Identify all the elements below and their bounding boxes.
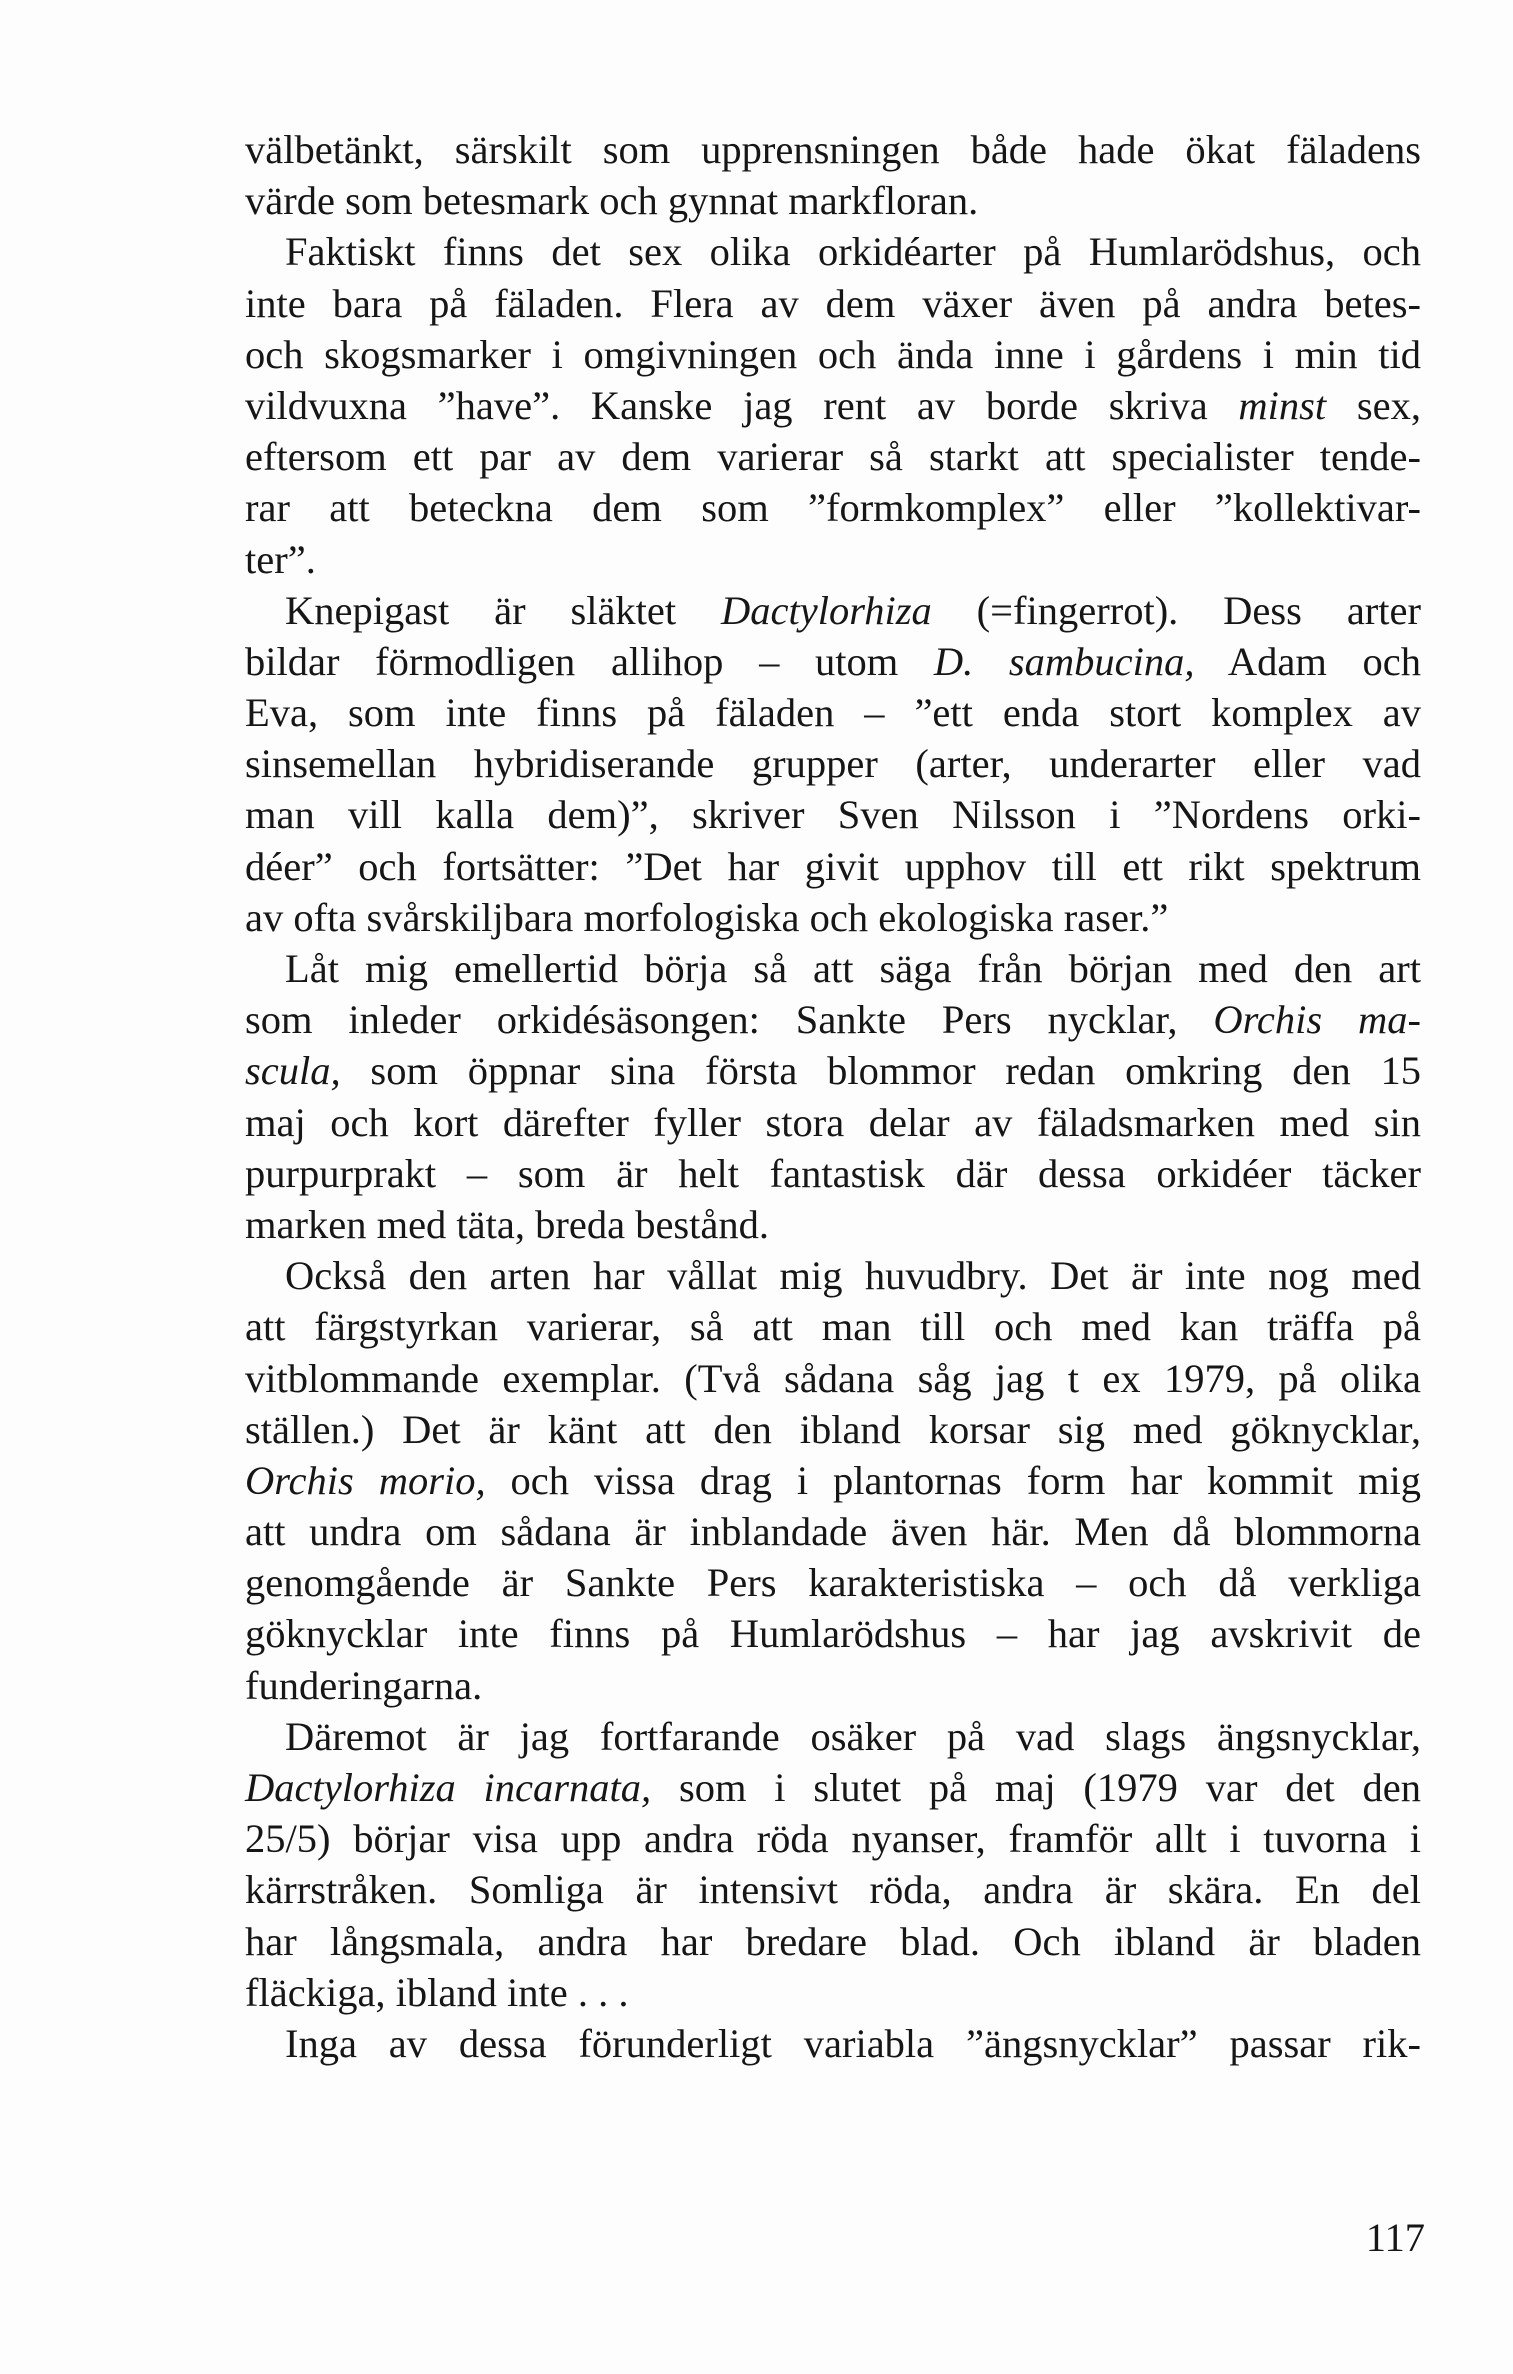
text-line: vitblommande exemplar. (Två sådana såg jag t ex 1979, på olika: [245, 1355, 1421, 1401]
text-segment: Knepigast är släktet: [285, 587, 722, 633]
text-line: [245, 636, 1421, 687]
text-line: Låt mig emellertid börja så att säga från början med den art: [285, 946, 1421, 991]
text-line: [245, 380, 1421, 431]
text-line: man vill kalla dem)”, skriver Sven Nilsson i ”Nordens orki-: [245, 792, 1421, 838]
text-segment: och vissa drag i plantornas form har kommit mig: [485, 1457, 1421, 1503]
text-line: välbetänkt, särskilt som upprensningen både hade ökat fäladens: [245, 127, 1421, 172]
text-line: Inga av dessa förunderligt variabla ”ängsnycklar” passar rik-: [285, 2020, 1421, 2066]
text-line: Däremot är jag fortfarande osäker på vad slags ängsnycklar,: [285, 1713, 1421, 1759]
body-text: [245, 124, 1421, 2069]
text-line: [245, 1762, 1421, 1813]
text-line: [245, 994, 1421, 1045]
text-line: sinsemellan hybridiserande grupper (arter, underarter eller vad: [245, 741, 1421, 787]
italic-term: scula,: [245, 1048, 341, 1094]
text-line: göknycklar inte finns på Humlarödshus – har jag avskrivit de: [245, 1611, 1421, 1657]
italic-term: Orchis ma-: [1213, 997, 1421, 1043]
text-line: fläckiga, ibland inte . . .: [245, 1969, 629, 2015]
italic-term: Dactylorhiza: [721, 587, 932, 633]
italic-term: Orchis morio,: [245, 1457, 486, 1503]
page-number: 117: [1365, 2215, 1425, 2260]
text-line: purpurprakt – som är helt fantastisk där dessa orkidéer täcker: [245, 1150, 1421, 1196]
text-line: och skogsmarker i omgivningen och ända inne i gårdens i min tid: [245, 331, 1421, 377]
text-line: inte bara på fäladen. Flera av dem växer även på andra betes-: [245, 280, 1421, 326]
text-line: Också den arten har vållat mig huvudbry. Det är inte nog med: [285, 1253, 1421, 1299]
text-segment: som inleder orkidésäsongen: Sankte Pers nycklar,: [245, 997, 1214, 1043]
text-segment: som öppnar sina första blommor redan omkring den 15: [340, 1048, 1421, 1094]
text-line: av ofta svårskiljbara morfologiska och ekologiska raser.”: [245, 894, 1169, 940]
italic-term: D. sambucina,: [933, 638, 1195, 684]
text-line: [245, 1045, 1421, 1096]
text-segment: Adam och: [1194, 638, 1421, 684]
text-line: Faktiskt finns det sex olika orkidéarter på Humlarödshus, och: [285, 229, 1421, 275]
text-line: [245, 585, 1421, 636]
italic-term: minst: [1238, 382, 1327, 428]
text-segment: (=fingerrot). Dess arter: [931, 587, 1421, 633]
text-line: ställen.) Det är känt att den ibland korsar sig med göknycklar,: [245, 1406, 1421, 1452]
text-line: rar att beteckna dem som ”formkomplex” eller ”kollektivar-: [245, 485, 1421, 531]
italic-term: Dactylorhiza incarnata,: [245, 1765, 652, 1810]
text-line: Eva, som inte finns på fäladen – ”ett enda stort komplex av: [245, 690, 1421, 736]
text-line: värde som betesmark och gynnat markfloran.: [245, 178, 979, 224]
text-line: [245, 1455, 1421, 1506]
text-line: eftersom ett par av dem varierar så starkt att specialister tende-: [245, 434, 1421, 480]
text-line: genomgående är Sankte Pers karakteristiska – och då verkliga: [245, 1560, 1421, 1606]
text-line: 25/5) börjar visa upp andra röda nyanser, framför allt i tuvorna i: [245, 1816, 1421, 1862]
text-line: kärrstråken. Somliga är intensivt röda, andra är skära. En del: [245, 1867, 1421, 1913]
text-line: har långsmala, andra har bredare blad. Och ibland är bladen: [245, 1918, 1421, 1964]
text-line: att färgstyrkan varierar, så att man till och med kan träffa på: [245, 1304, 1421, 1350]
text-line: marken med täta, breda bestånd.: [245, 1201, 770, 1247]
text-line: maj och kort därefter fyller stora delar av fäladsmarken med sin: [245, 1099, 1421, 1145]
text-segment: vildvuxna ”have”. Kanske jag rent av borde skriva: [245, 382, 1239, 428]
text-line: funderingarna.: [245, 1662, 483, 1708]
text-line: att undra om sådana är inblandade även här. Men då blommorna: [245, 1509, 1421, 1555]
text-segment: som i slutet på maj (1979 var det den: [651, 1765, 1421, 1810]
text-segment: bildar förmodligen allihop – utom: [245, 638, 934, 684]
text-segment: sex,: [1326, 382, 1421, 428]
text-line: ter”.: [245, 536, 316, 582]
text-line: déer” och fortsätter: ”Det har givit upphov till ett rikt spektrum: [245, 843, 1421, 889]
